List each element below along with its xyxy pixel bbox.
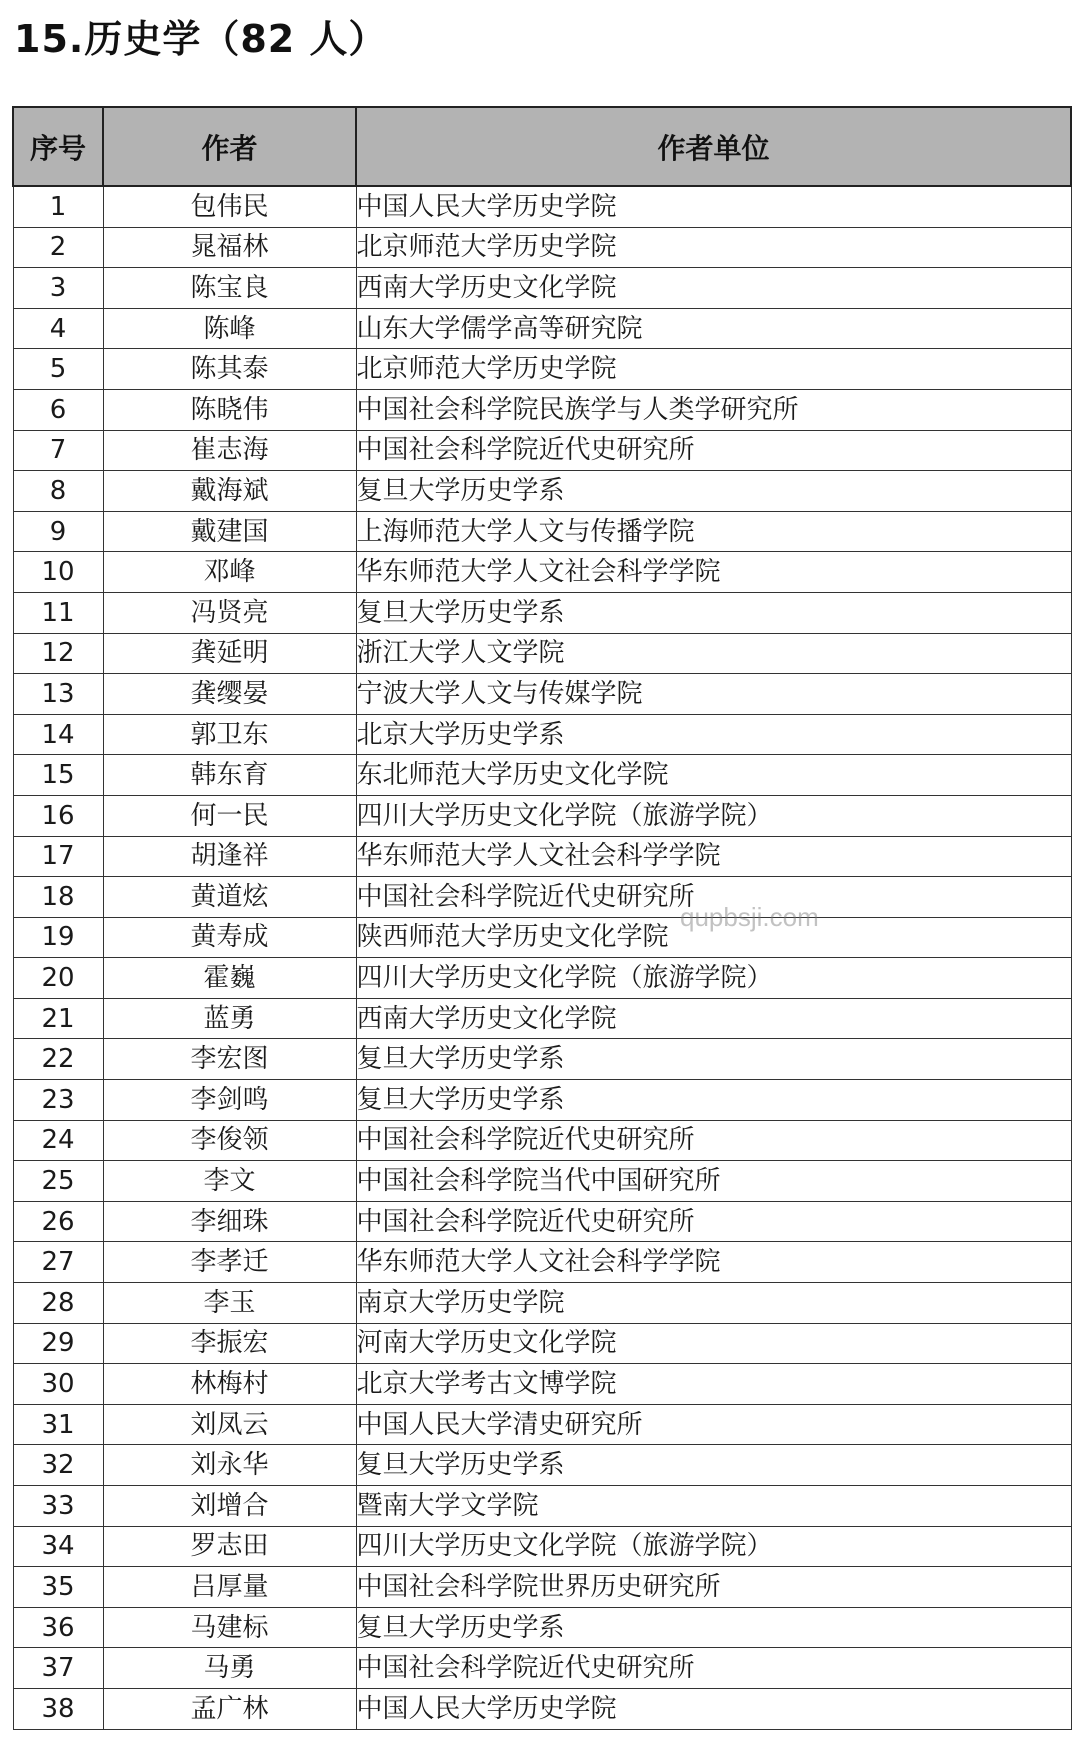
- cell-author-name: 戴海斌: [103, 471, 356, 512]
- cell-author-name: 龚缨晏: [103, 674, 356, 715]
- table-row: [13, 1567, 1071, 1608]
- cell-serial-number: 5: [13, 349, 103, 390]
- cell-serial-number: 4: [13, 308, 103, 349]
- cell-serial-number: 1: [13, 186, 103, 227]
- cell-author-name: 刘永华: [103, 1445, 356, 1486]
- cell-author-name: 胡逢祥: [103, 836, 356, 877]
- table-row: [13, 1445, 1071, 1486]
- cell-serial-number: 25: [13, 1161, 103, 1202]
- table-row: [13, 227, 1071, 268]
- cell-serial-number: 36: [13, 1607, 103, 1648]
- cell-affiliation: 浙江大学人文学院: [356, 633, 1071, 674]
- cell-affiliation: 暨南大学文学院: [356, 1486, 1071, 1527]
- table-header-row: [13, 107, 1071, 186]
- table-row: [13, 349, 1071, 390]
- cell-serial-number: 18: [13, 877, 103, 918]
- cell-affiliation: 复旦大学历史学系: [356, 592, 1071, 633]
- cell-affiliation: 四川大学历史文化学院（旅游学院）: [356, 958, 1071, 999]
- table-row: [13, 1283, 1071, 1324]
- cell-author-name: 何一民: [103, 795, 356, 836]
- cell-affiliation: 西南大学历史文化学院: [356, 998, 1071, 1039]
- table-row: [13, 1486, 1071, 1527]
- cell-serial-number: 33: [13, 1486, 103, 1527]
- cell-serial-number: 38: [13, 1688, 103, 1729]
- cell-author-name: 马建标: [103, 1607, 356, 1648]
- header-author: 作者: [103, 107, 356, 186]
- cell-author-name: 包伟民: [103, 186, 356, 227]
- cell-affiliation: 中国社会科学院近代史研究所: [356, 1648, 1071, 1689]
- cell-affiliation: 山东大学儒学高等研究院: [356, 308, 1071, 349]
- cell-affiliation: 上海师范大学人文与传播学院: [356, 511, 1071, 552]
- header-serial-number: 序号: [13, 107, 103, 186]
- cell-serial-number: 11: [13, 592, 103, 633]
- cell-author-name: 孟广林: [103, 1688, 356, 1729]
- table-row: [13, 917, 1071, 958]
- table-row: [13, 1039, 1071, 1080]
- cell-author-name: 刘增合: [103, 1486, 356, 1527]
- cell-author-name: 霍巍: [103, 958, 356, 999]
- cell-author-name: 罗志田: [103, 1526, 356, 1567]
- table-row: [13, 592, 1071, 633]
- cell-author-name: 龚延明: [103, 633, 356, 674]
- table-row: [13, 958, 1071, 999]
- cell-affiliation: 南京大学历史学院: [356, 1283, 1071, 1324]
- cell-author-name: 晁福林: [103, 227, 356, 268]
- cell-affiliation: 复旦大学历史学系: [356, 1607, 1071, 1648]
- cell-author-name: 李文: [103, 1161, 356, 1202]
- cell-serial-number: 30: [13, 1364, 103, 1405]
- page-title: 15.历史学（82 人）: [14, 17, 388, 61]
- table-row: [13, 1648, 1071, 1689]
- cell-serial-number: 21: [13, 998, 103, 1039]
- cell-serial-number: 14: [13, 714, 103, 755]
- cell-serial-number: 37: [13, 1648, 103, 1689]
- cell-affiliation: 华东师范大学人文社会科学学院: [356, 552, 1071, 593]
- watermark: qupbsji.com: [680, 902, 819, 932]
- table-row: [13, 430, 1071, 471]
- cell-affiliation: 中国社会科学院世界历史研究所: [356, 1567, 1071, 1608]
- cell-serial-number: 9: [13, 511, 103, 552]
- table-row: [13, 552, 1071, 593]
- table-row: [13, 308, 1071, 349]
- cell-affiliation: 北京师范大学历史学院: [356, 227, 1071, 268]
- cell-serial-number: 34: [13, 1526, 103, 1567]
- cell-affiliation: 四川大学历史文化学院（旅游学院）: [356, 1526, 1071, 1567]
- cell-affiliation: 中国人民大学历史学院: [356, 186, 1071, 227]
- cell-author-name: 李俊领: [103, 1120, 356, 1161]
- cell-affiliation: 中国社会科学院近代史研究所: [356, 877, 1071, 918]
- cell-author-name: 李剑鸣: [103, 1080, 356, 1121]
- cell-affiliation: 北京师范大学历史学院: [356, 349, 1071, 390]
- cell-author-name: 韩东育: [103, 755, 356, 796]
- table-row: [13, 1120, 1071, 1161]
- cell-author-name: 刘凤云: [103, 1404, 356, 1445]
- cell-affiliation: 中国社会科学院近代史研究所: [356, 1201, 1071, 1242]
- cell-serial-number: 15: [13, 755, 103, 796]
- cell-serial-number: 26: [13, 1201, 103, 1242]
- cell-author-name: 邓峰: [103, 552, 356, 593]
- cell-author-name: 蓝勇: [103, 998, 356, 1039]
- table-row: [13, 714, 1071, 755]
- cell-affiliation: 中国社会科学院近代史研究所: [356, 430, 1071, 471]
- cell-author-name: 崔志海: [103, 430, 356, 471]
- cell-affiliation: 中国人民大学清史研究所: [356, 1404, 1071, 1445]
- table-row: [13, 877, 1071, 918]
- cell-affiliation: 中国社会科学院民族学与人类学研究所: [356, 389, 1071, 430]
- table-row: [13, 511, 1071, 552]
- cell-serial-number: 23: [13, 1080, 103, 1121]
- cell-affiliation: 中国人民大学历史学院: [356, 1688, 1071, 1729]
- table-row: [13, 268, 1071, 309]
- table-row: [13, 1607, 1071, 1648]
- cell-author-name: 黄寿成: [103, 917, 356, 958]
- cell-affiliation: 宁波大学人文与传媒学院: [356, 674, 1071, 715]
- cell-affiliation: 四川大学历史文化学院（旅游学院）: [356, 795, 1071, 836]
- cell-author-name: 陈宝良: [103, 268, 356, 309]
- table-row: [13, 1242, 1071, 1283]
- cell-author-name: 郭卫东: [103, 714, 356, 755]
- cell-author-name: 陈其泰: [103, 349, 356, 390]
- cell-serial-number: 22: [13, 1039, 103, 1080]
- cell-serial-number: 29: [13, 1323, 103, 1364]
- table-row: [13, 389, 1071, 430]
- cell-serial-number: 27: [13, 1242, 103, 1283]
- cell-affiliation: 华东师范大学人文社会科学学院: [356, 836, 1071, 877]
- table-row: [13, 1080, 1071, 1121]
- table-row: [13, 633, 1071, 674]
- cell-serial-number: 28: [13, 1283, 103, 1324]
- cell-affiliation: 华东师范大学人文社会科学学院: [356, 1242, 1071, 1283]
- author-table: [12, 106, 1072, 1730]
- cell-author-name: 李宏图: [103, 1039, 356, 1080]
- cell-affiliation: 中国社会科学院近代史研究所: [356, 1120, 1071, 1161]
- table-row: [13, 1404, 1071, 1445]
- table-row: [13, 1364, 1071, 1405]
- cell-affiliation: 北京大学历史学系: [356, 714, 1071, 755]
- cell-affiliation: 河南大学历史文化学院: [356, 1323, 1071, 1364]
- cell-serial-number: 3: [13, 268, 103, 309]
- cell-affiliation: 复旦大学历史学系: [356, 471, 1071, 512]
- table-row: [13, 186, 1071, 227]
- cell-serial-number: 16: [13, 795, 103, 836]
- cell-serial-number: 10: [13, 552, 103, 593]
- table-body: [13, 186, 1071, 1729]
- table-row: [13, 471, 1071, 512]
- table-row: [13, 1526, 1071, 1567]
- cell-serial-number: 19: [13, 917, 103, 958]
- cell-serial-number: 8: [13, 471, 103, 512]
- table-row: [13, 795, 1071, 836]
- cell-author-name: 戴建国: [103, 511, 356, 552]
- cell-author-name: 李细珠: [103, 1201, 356, 1242]
- cell-affiliation: 陕西师范大学历史文化学院: [356, 917, 1071, 958]
- cell-author-name: 林梅村: [103, 1364, 356, 1405]
- cell-author-name: 陈晓伟: [103, 389, 356, 430]
- cell-serial-number: 32: [13, 1445, 103, 1486]
- cell-author-name: 李孝迁: [103, 1242, 356, 1283]
- cell-author-name: 冯贤亮: [103, 592, 356, 633]
- cell-author-name: 李振宏: [103, 1323, 356, 1364]
- cell-author-name: 陈峰: [103, 308, 356, 349]
- cell-affiliation: 复旦大学历史学系: [356, 1039, 1071, 1080]
- table-row: [13, 836, 1071, 877]
- table-row: [13, 1201, 1071, 1242]
- cell-affiliation: 西南大学历史文化学院: [356, 268, 1071, 309]
- cell-serial-number: 20: [13, 958, 103, 999]
- cell-serial-number: 31: [13, 1404, 103, 1445]
- cell-affiliation: 东北师范大学历史文化学院: [356, 755, 1071, 796]
- cell-affiliation: 北京大学考古文博学院: [356, 1364, 1071, 1405]
- cell-serial-number: 17: [13, 836, 103, 877]
- cell-serial-number: 24: [13, 1120, 103, 1161]
- table-row: [13, 755, 1071, 796]
- cell-author-name: 黄道炫: [103, 877, 356, 918]
- header-affiliation: 作者单位: [356, 107, 1071, 186]
- table-row: [13, 1161, 1071, 1202]
- table-row: [13, 998, 1071, 1039]
- cell-author-name: 吕厚量: [103, 1567, 356, 1608]
- cell-affiliation: 中国社会科学院当代中国研究所: [356, 1161, 1071, 1202]
- cell-author-name: 马勇: [103, 1648, 356, 1689]
- cell-affiliation: 复旦大学历史学系: [356, 1445, 1071, 1486]
- cell-serial-number: 12: [13, 633, 103, 674]
- cell-serial-number: 6: [13, 389, 103, 430]
- table-row: [13, 1323, 1071, 1364]
- cell-serial-number: 13: [13, 674, 103, 715]
- cell-author-name: 李玉: [103, 1283, 356, 1324]
- cell-serial-number: 2: [13, 227, 103, 268]
- cell-affiliation: 复旦大学历史学系: [356, 1080, 1071, 1121]
- cell-serial-number: 7: [13, 430, 103, 471]
- cell-serial-number: 35: [13, 1567, 103, 1608]
- table-row: [13, 674, 1071, 715]
- table-row: [13, 1688, 1071, 1729]
